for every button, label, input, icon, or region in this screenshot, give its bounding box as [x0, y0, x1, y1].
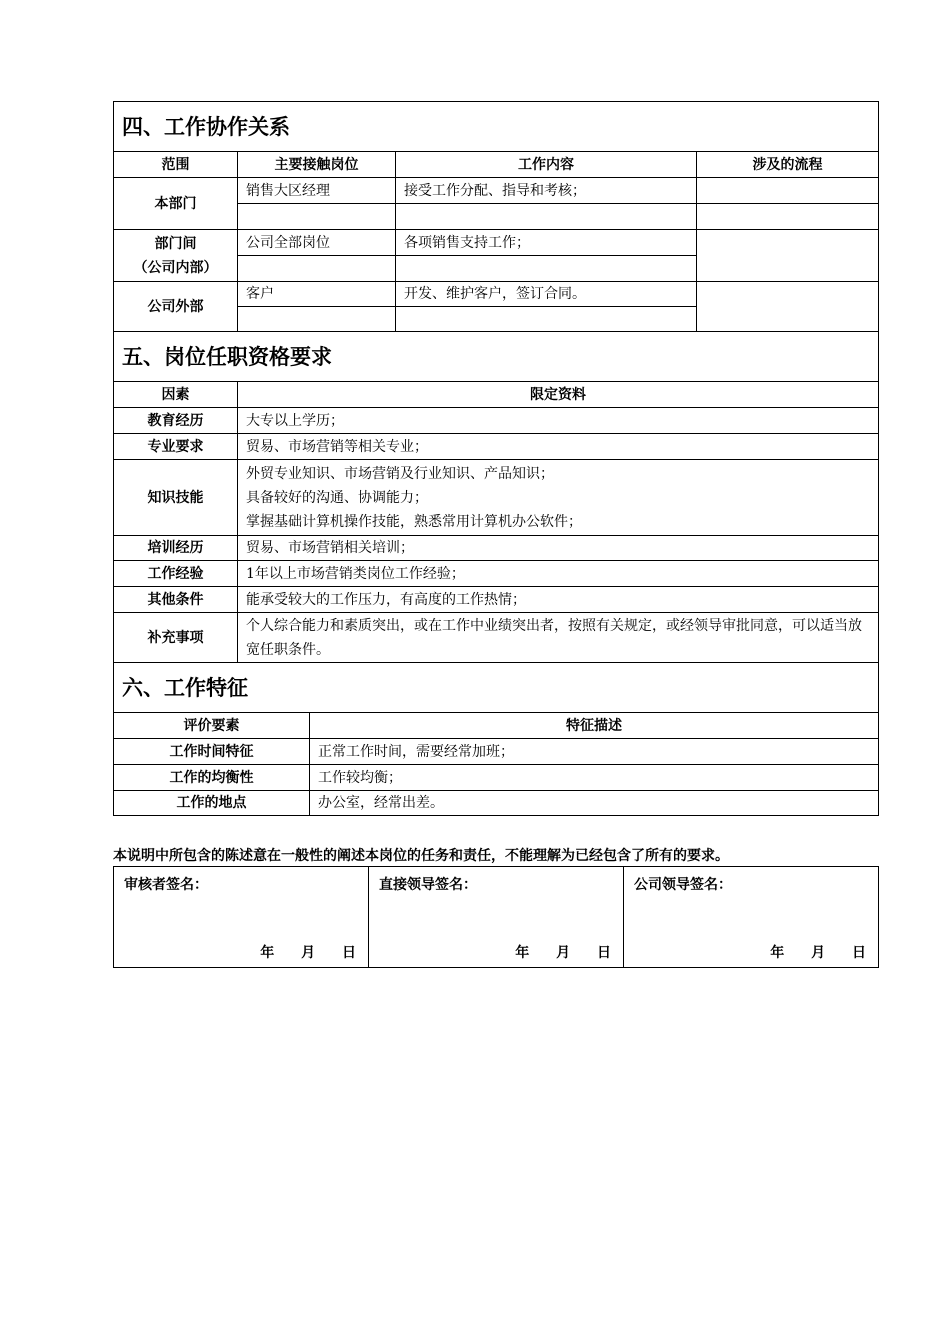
feature-desc: 工作较均衡；: [310, 765, 879, 791]
col-header-element: 评价要素: [114, 713, 310, 739]
col-header-factor: 因素: [114, 382, 238, 408]
scope-label-line: （公司内部）: [133, 259, 218, 276]
requirement-cell: 大专以上学历；: [238, 408, 879, 434]
date-day: 日: [342, 945, 356, 961]
date-day: 日: [852, 945, 866, 961]
section-4-title: 四、工作协作关系: [114, 102, 879, 152]
feature-label: 工作的均衡性: [114, 765, 310, 791]
scope-label: 本部门: [114, 178, 238, 230]
contact-cell: 销售大区经理: [238, 178, 396, 204]
contact-cell: [238, 256, 396, 282]
work-cell: 接受工作分配、指导和考核；: [396, 178, 697, 204]
date-year: 年: [770, 945, 785, 961]
col-header-description: 特征描述: [310, 713, 879, 739]
process-cell: [697, 282, 879, 332]
requirement-line: 掌握基础计算机操作技能，熟悉常用计算机办公软件；: [246, 513, 582, 530]
requirement-cell: 贸易、市场营销等相关专业；: [238, 434, 879, 460]
contact-cell: 公司全部岗位: [238, 230, 396, 256]
scope-label-line: 部门间: [154, 235, 197, 252]
col-header-requirement: 限定资料: [238, 382, 879, 408]
supervisor-signature-label: 直接领导签名：: [379, 877, 477, 893]
contact-cell: [238, 204, 396, 230]
requirement-cell: 能承受较大的工作压力，有高度的工作热情；: [238, 587, 879, 613]
col-header-process: 涉及的流程: [697, 152, 879, 178]
requirement-line: 外贸专业知识、市场营销及行业知识、产品知识；: [246, 465, 554, 482]
requirement-cell: 个人综合能力和素质突出，或在工作中业绩突出者，按照有关规定，或经领导审批同意，可以适当放宽任职条件。: [238, 613, 879, 663]
company-signature-label: 公司领导签名：: [634, 877, 732, 893]
reviewer-signature-box[interactable]: [114, 867, 369, 968]
job-description-table: [113, 101, 878, 816]
date-day: 日: [597, 945, 611, 961]
col-header-scope: 范围: [114, 152, 238, 178]
factor-label: 工作经验: [114, 561, 238, 587]
process-cell: [697, 230, 879, 282]
date-month: 月: [301, 945, 316, 961]
process-cell: [697, 178, 879, 204]
work-cell: [396, 307, 697, 332]
requirement-cell: [238, 460, 879, 536]
factor-label: 教育经历: [114, 408, 238, 434]
factor-label: 知识技能: [114, 460, 238, 536]
feature-label: 工作的地点: [114, 791, 310, 816]
requirement-cell: 1年以上市场营销类岗位工作经验；: [238, 561, 879, 587]
signature-date: [493, 941, 611, 965]
scope-label: [114, 230, 238, 282]
process-cell: [697, 204, 879, 230]
factor-label: 其他条件: [114, 587, 238, 613]
feature-desc: 办公室，经常出差。: [310, 791, 879, 816]
feature-desc: 正常工作时间，需要经常加班；: [310, 739, 879, 765]
supervisor-signature-box[interactable]: [369, 867, 624, 968]
work-cell: [396, 256, 697, 282]
factor-label: 补充事项: [114, 613, 238, 663]
scope-label: 公司外部: [114, 282, 238, 332]
factor-label: 专业要求: [114, 434, 238, 460]
signature-table: [113, 866, 878, 968]
feature-label: 工作时间特征: [114, 739, 310, 765]
signature-date: [748, 941, 866, 965]
date-month: 月: [556, 945, 571, 961]
requirement-cell: 贸易、市场营销相关培训；: [238, 536, 879, 561]
work-cell: 各项销售支持工作；: [396, 230, 697, 256]
date-year: 年: [515, 945, 530, 961]
requirement-line: 具备较好的沟通、协调能力；: [246, 489, 428, 506]
col-header-contact: 主要接触岗位: [238, 152, 396, 178]
contact-cell: 客户: [238, 282, 396, 307]
contact-cell: [238, 307, 396, 332]
signature-date: [238, 941, 356, 965]
work-cell: 开发、维护客户，签订合同。: [396, 282, 697, 307]
section-6-title: 六、工作特征: [114, 663, 879, 713]
disclaimer-note: 本说明中所包含的陈述意在一般性的阐述本岗位的任务和责任，不能理解为已经包含了所有的要求。: [113, 848, 729, 864]
factor-label: 培训经历: [114, 536, 238, 561]
col-header-work: 工作内容: [396, 152, 697, 178]
work-cell: [396, 204, 697, 230]
section-5-title: 五、岗位任职资格要求: [114, 332, 879, 382]
date-month: 月: [811, 945, 826, 961]
date-year: 年: [260, 945, 275, 961]
company-signature-box[interactable]: [624, 867, 879, 968]
reviewer-signature-label: 审核者签名：: [124, 877, 208, 893]
